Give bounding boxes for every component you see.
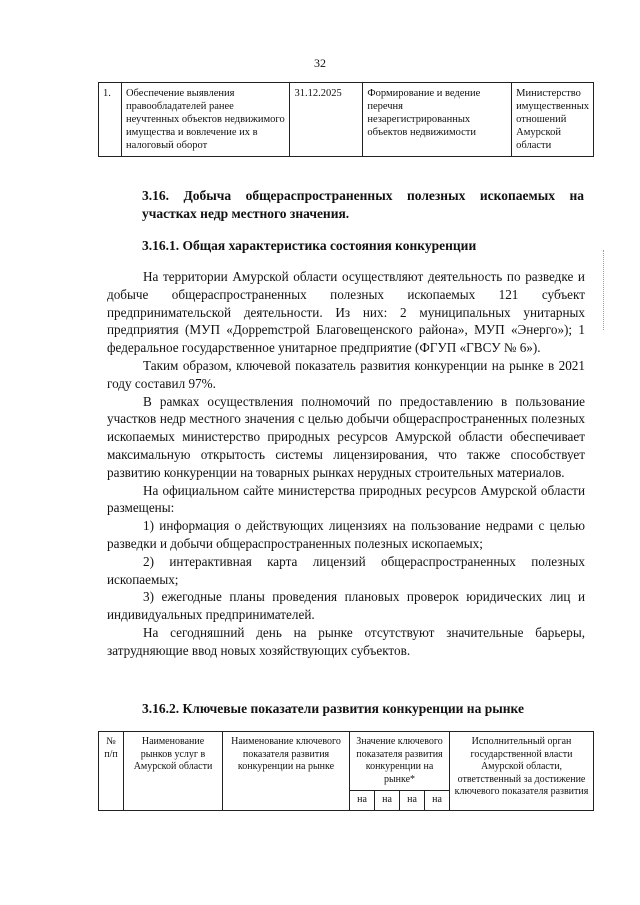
subheader-cell: на	[375, 791, 400, 811]
measures-table	[98, 82, 594, 157]
section-3161-title: 3.16.1. Общая характеристика состояния конкуренции	[142, 238, 477, 253]
header-indicator: Наименование ключевого показателя развития конкуренции на рынке	[223, 732, 350, 811]
header-authority: Исполнительный орган государственной власти Амурской области, ответственный за достижение ключевого показателя развития	[450, 732, 594, 811]
indicators-table	[98, 731, 594, 811]
header-market: Наименование рынков услуг в Амурской области	[124, 732, 223, 811]
section-3162-title: 3.16.2. Ключевые показатели развития конкуренции на рынке	[142, 701, 524, 716]
paragraph: На сегодняшний день на рынке отсутствуют значительные барьеры, затрудняющие ввод новых хозяйствующих субъектов.	[107, 624, 585, 658]
expected-result: Формирование и ведение перечня незарегистрированных объектов недвижимости	[363, 83, 512, 157]
subheader-cell: на	[350, 791, 375, 811]
paragraph: В рамках осуществления полномочий по предоставлению в пользование участков недр местного значения с целью добычи общераспространенных полезных ископаемых министерство природных ресурсов Амурской области обеспечивает максимальную открытость системы лицензирования, что также способствует развитию конкуренции на товарных рынках нерудных строительных материалов.	[107, 393, 585, 480]
list-item: 1) информация о действующих лицензиях на пользование недрами с целью разведки и добычи общераспространенных полезных ископаемых;	[107, 518, 585, 551]
measure-name: Обеспечение выявления правообладателей ранее неучтенных объектов недвижимого имущества и вовлечение их в налоговый оборот	[121, 83, 290, 157]
paragraph: На официальном сайте министерства природных ресурсов Амурской области размещены:	[107, 482, 585, 516]
page-number: 32	[314, 56, 326, 70]
subheader-cell: на	[400, 791, 425, 811]
deadline-date: 31.12.2025	[290, 83, 363, 157]
table-row	[99, 83, 594, 157]
table-header-row	[99, 732, 594, 791]
responsible-body: Министерство имущественных отношений Амурской области	[512, 83, 594, 157]
row-number: 1.	[99, 83, 122, 157]
scan-margin-mark	[603, 250, 606, 330]
paragraph: Таким образом, ключевой показатель развития конкуренции на рынке в 2021 году составил 97%.	[107, 357, 585, 391]
section-3161-body	[107, 268, 585, 660]
list-item: 2) интерактивная карта лицензий общераспространенных полезных ископаемых;	[107, 553, 585, 587]
section-316-title: 3.16. Добыча общераспространенных полезных ископаемых на участках недр местного значения.	[142, 188, 584, 221]
header-num: № п/п	[99, 732, 124, 811]
paragraph: На территории Амурской области осуществляют деятельность по разведке и добыче общераспространенных полезных ископаемых 121 субъект предпринимательской деятельности. Из них: 2 муниципальных унитарных предприятия (МУП «Доррemстрой Благовещенского района», МУП «Энерго»); 1 федеральное государственное унитарное предприятие (ФГУП «ГВСУ № 6»).	[107, 269, 585, 356]
subheader-cell: на	[425, 791, 450, 811]
list-item: 3) ежегодные планы проведения плановых проверок юридических лиц и индивидуальных предпринимателей.	[107, 589, 585, 623]
header-value: Значение ключевого показателя развития конкуренции на рынке*	[350, 732, 450, 791]
